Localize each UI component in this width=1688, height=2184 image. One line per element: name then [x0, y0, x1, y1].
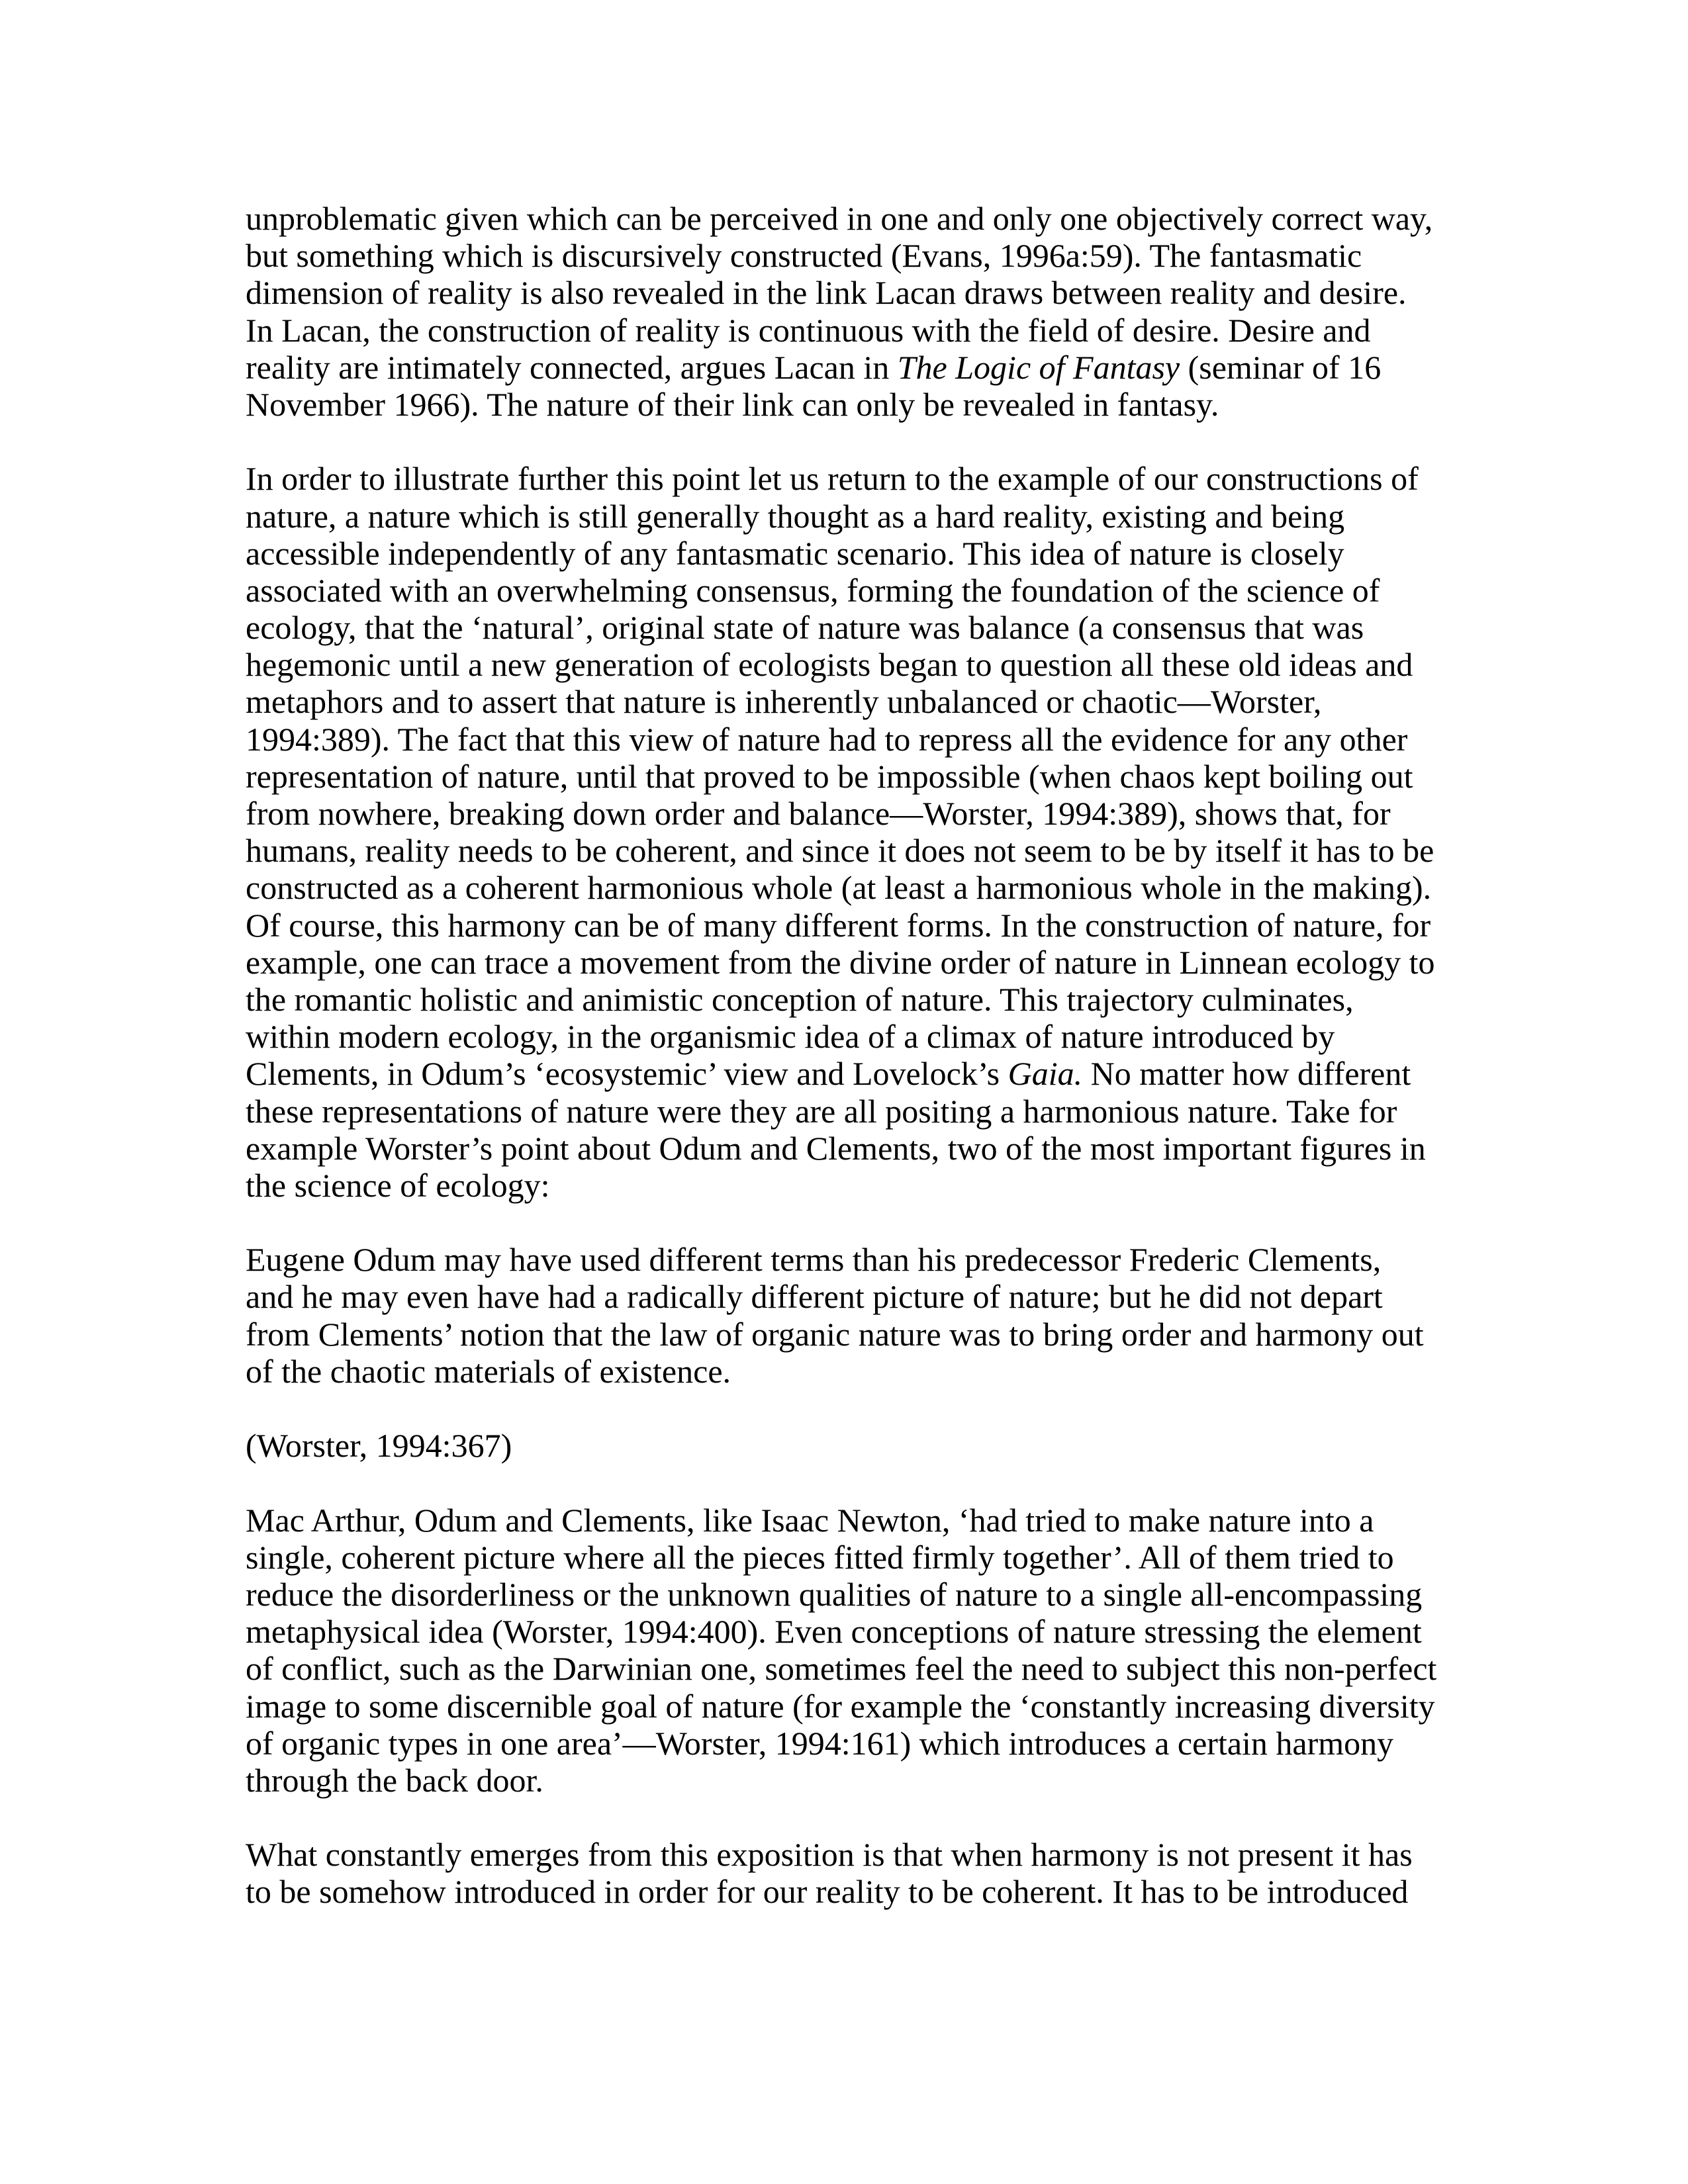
text-line	[246, 758, 1437, 795]
text-line	[246, 944, 1437, 981]
italic-title: Gaia.	[1008, 1055, 1083, 1093]
text-line	[246, 1316, 1437, 1353]
text-line	[246, 646, 1437, 683]
text-line	[246, 1873, 1437, 1910]
text-run: metaphysical idea (Worster, 1994:400). Even conceptions of nature stressing the element	[246, 1613, 1422, 1651]
text-run: to be somehow introduced in order for our reality to be coherent. It has to be introduced	[246, 1873, 1409, 1911]
paragraph-spacer	[246, 1799, 1437, 1836]
text-line	[246, 1278, 1437, 1315]
text-run: representation of nature, until that proved to be impossible (when chaos kept boiling out	[246, 757, 1413, 795]
text-line	[246, 981, 1437, 1018]
text-run: the romantic holistic and animistic conception of nature. This trajectory culminates,	[246, 980, 1354, 1018]
text-run: image to some discernible goal of nature (for example the ‘constantly increasing diversity	[246, 1687, 1435, 1725]
text-run: (seminar of 16	[1180, 348, 1382, 386]
paragraph-spacer	[246, 1390, 1437, 1427]
block-quote	[246, 1241, 1437, 1390]
paragraph	[246, 1836, 1437, 1910]
text-line	[246, 386, 1437, 423]
text-line	[246, 1502, 1437, 1539]
text-run: through the back door.	[246, 1761, 543, 1799]
text-line	[246, 795, 1437, 832]
text-run: unproblematic given which can be perceived in one and only one objectively correct way,	[246, 200, 1433, 237]
text-run: from Clements’ notion that the law of organic nature was to bring order and harmony out	[246, 1315, 1424, 1353]
text-line	[246, 1539, 1437, 1576]
text-line	[246, 572, 1437, 609]
text-run: accessible independently of any fantasmatic scenario. This idea of nature is closely	[246, 534, 1344, 572]
text-line	[246, 535, 1437, 572]
text-line	[246, 1130, 1437, 1167]
text-run: example, one can trace a movement from the divine order of nature in Linnean ecology to	[246, 943, 1435, 981]
text-run: from nowhere, breaking down order and balance—Worster, 1994:389), shows that, for	[246, 795, 1391, 832]
text-line	[246, 1167, 1437, 1204]
text-run: the science of ecology:	[246, 1166, 550, 1204]
text-line	[246, 609, 1437, 646]
paragraph-spacer	[246, 423, 1437, 460]
text-run: reality are intimately connected, argues Lacan in	[246, 348, 898, 386]
text-line	[246, 1093, 1437, 1130]
text-run: (Worster, 1994:367)	[246, 1427, 512, 1465]
text-line	[246, 1241, 1437, 1278]
text-run: within modern ecology, in the organismic idea of a climax of nature introduced by	[246, 1018, 1335, 1056]
text-run: humans, reality needs to be coherent, and since it does not seem to be by itself it has to be	[246, 832, 1434, 870]
text-line	[246, 1762, 1437, 1799]
text-line	[246, 907, 1437, 944]
text-line	[246, 832, 1437, 869]
text-line	[246, 1650, 1437, 1687]
paragraph-spacer	[246, 1204, 1437, 1241]
text-run: In Lacan, the construction of reality is continuous with the field of desire. Desire and	[246, 311, 1371, 349]
paragraph	[246, 460, 1437, 1204]
text-run: Of course, this harmony can be of many different forms. In the construction of nature, for	[246, 906, 1431, 944]
text-line	[246, 460, 1437, 497]
text-line	[246, 237, 1437, 274]
text-run: example Worster’s point about Odum and Clements, two of the most important figures in	[246, 1129, 1426, 1167]
text-line	[246, 1836, 1437, 1873]
text-run: single, coherent picture where all the pieces fitted firmly together’. All of them tried to	[246, 1538, 1394, 1576]
text-run: dimension of reality is also revealed in the link Lacan draws between reality and desire.	[246, 274, 1407, 312]
text-line	[246, 1725, 1437, 1762]
text-run: Mac Arthur, Odum and Clements, like Isaac Newton, ‘had tried to make nature into a	[246, 1501, 1374, 1539]
text-run: reduce the disorderliness or the unknown qualities of nature to a single all-encompassing	[246, 1575, 1423, 1613]
text-run: November 1966). The nature of their link can only be revealed in fantasy.	[246, 385, 1219, 423]
text-line	[246, 498, 1437, 535]
text-run: No matter how different	[1082, 1055, 1411, 1093]
text-run: In order to illustrate further this point let us return to the example of our constructions of	[246, 460, 1419, 498]
text-line	[246, 274, 1437, 311]
text-run: of the chaotic materials of existence.	[246, 1352, 731, 1390]
text-run: but something which is discursively constructed (Evans, 1996a:59). The fantasmatic	[246, 237, 1362, 275]
text-line	[246, 1688, 1437, 1725]
text-run: What constantly emerges from this exposition is that when harmony is not present it has	[246, 1836, 1413, 1874]
text-line	[246, 312, 1437, 349]
text-run: metaphors and to assert that nature is inherently unbalanced or chaotic—Worster,	[246, 683, 1322, 721]
paragraph	[246, 1502, 1437, 1799]
text-line	[246, 869, 1437, 906]
text-line	[246, 1613, 1437, 1650]
text-line	[246, 1018, 1437, 1055]
text-run: nature, a nature which is still generally thought as a hard reality, existing and being	[246, 497, 1345, 535]
text-line	[246, 721, 1437, 758]
text-run: Eugene Odum may have used different terms than his predecessor Frederic Clements,	[246, 1241, 1382, 1279]
quote-citation	[246, 1427, 1437, 1464]
text-line	[246, 200, 1437, 237]
document-page	[246, 200, 1437, 1911]
text-run: Clements, in Odum’s ‘ecosystemic’ view and Lovelock’s	[246, 1055, 1008, 1093]
text-run: these representations of nature were they are all positing a harmonious nature. Take for	[246, 1092, 1397, 1130]
italic-title: The Logic of Fantasy	[897, 348, 1180, 386]
text-run: of organic types in one area’—Worster, 1994:161) which introduces a certain harmony	[246, 1724, 1394, 1762]
text-line	[246, 349, 1437, 386]
text-line	[246, 1427, 1437, 1464]
text-line	[246, 1576, 1437, 1613]
text-run: of conflict, such as the Darwinian one, sometimes feel the need to subject this non-perfect	[246, 1650, 1437, 1688]
text-line	[246, 683, 1437, 720]
text-run: ecology, that the ‘natural’, original state of nature was balance (a consensus that was	[246, 609, 1364, 647]
paragraph	[246, 200, 1437, 423]
text-run: constructed as a coherent harmonious whole (at least a harmonious whole in the making).	[246, 869, 1432, 907]
text-run: 1994:389). The fact that this view of nature had to repress all the evidence for any other	[246, 720, 1408, 758]
text-line	[246, 1055, 1437, 1092]
paragraph-spacer	[246, 1464, 1437, 1501]
text-run: and he may even have had a radically different picture of nature; but he did not depart	[246, 1278, 1383, 1316]
text-line	[246, 1353, 1437, 1390]
text-run: hegemonic until a new generation of ecologists began to question all these old ideas and	[246, 646, 1413, 684]
text-run: associated with an overwhelming consensus, forming the foundation of the science of	[246, 571, 1380, 609]
